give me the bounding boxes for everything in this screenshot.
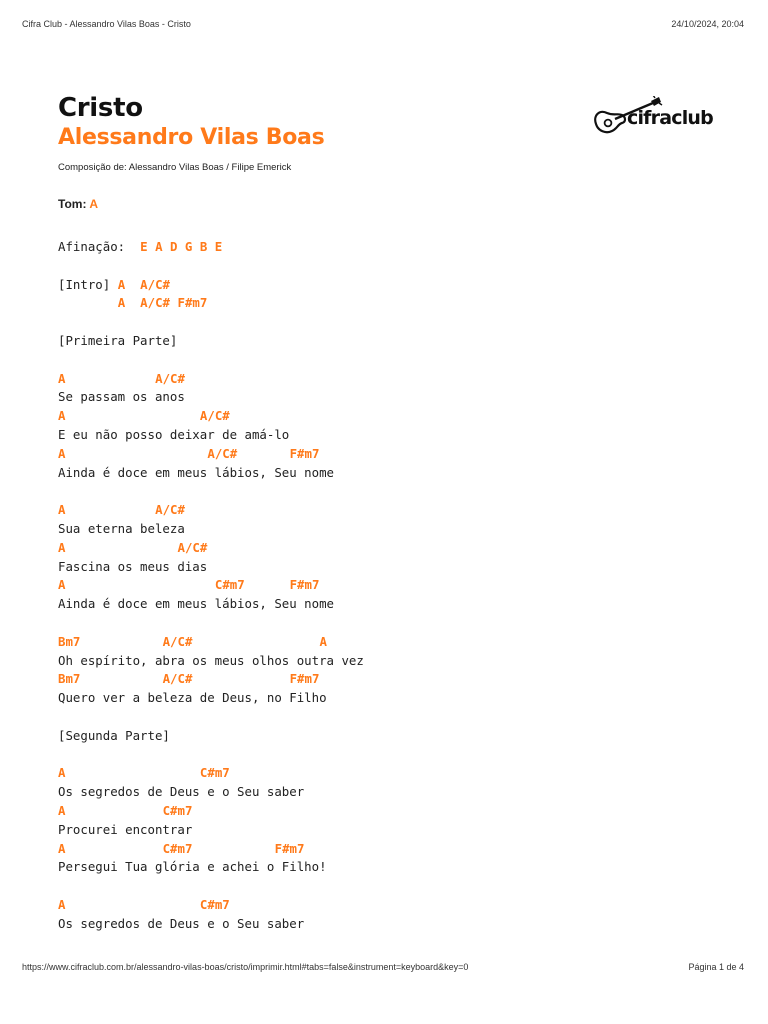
chord[interactable]: A/C# xyxy=(162,671,193,687)
lyric-line: Os segredos de Deus e o Seu saber xyxy=(58,784,305,800)
chord-line xyxy=(58,539,738,558)
chord[interactable]: A xyxy=(117,276,126,292)
chord[interactable]: C#m7 xyxy=(199,765,230,781)
chord[interactable]: A xyxy=(58,802,66,818)
chord[interactable]: C#m7 xyxy=(162,840,193,856)
chord-line xyxy=(58,276,738,295)
print-footer-url: https://www.cifraclub.com.br/alessandro-vilas-boas/cristo/imprimir.html#tabs=false&instrument=keyboard&key=0 xyxy=(22,962,469,972)
composition-credits: Composição de: Alessandro Vilas Boas / Filipe Emerick xyxy=(58,162,292,173)
chord[interactable]: C#m7 xyxy=(214,577,245,593)
print-header-datetime: 24/10/2024, 20:04 xyxy=(671,19,744,29)
chord[interactable]: A/C# xyxy=(162,633,193,649)
chord-line xyxy=(58,294,738,313)
song-key-value[interactable]: A xyxy=(89,197,98,211)
song-key xyxy=(58,197,98,211)
blank-line xyxy=(58,482,738,501)
blank-line xyxy=(58,351,738,370)
chord-line xyxy=(58,670,738,689)
chord[interactable]: F#m7 xyxy=(177,295,208,311)
cifraclub-logo[interactable] xyxy=(593,96,713,142)
chord[interactable]: A/C# xyxy=(140,295,170,311)
lyric-line: Persegui Tua glória e achei o Filho! xyxy=(58,859,327,875)
lyric-line: Se passam os anos xyxy=(58,389,185,405)
chord[interactable]: A xyxy=(58,539,66,555)
print-footer-page: Página 1 de 4 xyxy=(688,962,744,972)
chord[interactable]: A/C# xyxy=(199,408,230,424)
chord[interactable]: Bm7 xyxy=(58,633,81,649)
blank-line xyxy=(58,746,738,765)
lyric-line: Oh espírito, abra os meus olhos outra vez xyxy=(58,652,364,668)
chord[interactable]: A xyxy=(58,840,66,856)
chord-line xyxy=(58,445,738,464)
tuning-notes[interactable]: E A D G B E xyxy=(140,239,223,254)
chord[interactable]: F#m7 xyxy=(274,840,305,856)
chord[interactable]: A/C# xyxy=(155,370,185,386)
print-footer xyxy=(22,962,744,972)
chord-line xyxy=(58,840,738,859)
lyric-line: Ainda é doce em meus lábios, Seu nome xyxy=(58,464,335,480)
lyric-line: Quero ver a beleza de Deus, no Filho xyxy=(58,690,327,706)
print-header-title: Cifra Club - Alessandro Vilas Boas - Cristo xyxy=(22,19,191,29)
lyric-line: Sua eterna beleza xyxy=(58,520,185,536)
chord[interactable]: C#m7 xyxy=(162,802,193,818)
chord-line xyxy=(58,501,738,520)
chord[interactable]: A xyxy=(319,633,327,649)
chord[interactable]: F#m7 xyxy=(289,671,320,687)
song-key-label: Tom: xyxy=(58,197,87,211)
blank-line xyxy=(58,257,738,276)
lyric-line: Procurei encontrar xyxy=(58,821,193,837)
tuning-label: Afinação: xyxy=(58,239,126,254)
chord[interactable]: A/C# xyxy=(155,502,185,518)
chord[interactable]: A/C# xyxy=(140,276,170,292)
blank-line xyxy=(58,708,738,727)
lyric-line: [Primeira Parte] xyxy=(58,332,178,348)
chord[interactable]: F#m7 xyxy=(289,445,320,461)
chord-line xyxy=(58,633,738,652)
chord-sheet xyxy=(58,238,738,933)
artist-name[interactable]: Alessandro Vilas Boas xyxy=(58,125,325,150)
chord[interactable]: A xyxy=(58,896,66,912)
chord[interactable]: F#m7 xyxy=(289,577,320,593)
lyric-line: Fascina os meus dias xyxy=(58,558,208,574)
chord-line xyxy=(58,576,738,595)
chord[interactable]: Bm7 xyxy=(58,671,81,687)
chord[interactable]: A xyxy=(58,408,66,424)
tuning-line xyxy=(58,238,738,257)
song-title: Cristo xyxy=(58,93,143,123)
blank-line xyxy=(58,313,738,332)
blank-line xyxy=(58,614,738,633)
lyric-line: E eu não posso deixar de amá-lo xyxy=(58,426,290,442)
chord[interactable]: A/C# xyxy=(177,539,208,555)
chord[interactable]: A xyxy=(58,370,66,386)
chord[interactable]: A xyxy=(117,295,126,311)
chord[interactable]: A xyxy=(58,577,66,593)
lyric-line: Ainda é doce em meus lábios, Seu nome xyxy=(58,596,335,612)
chord-line xyxy=(58,896,738,915)
print-header xyxy=(22,19,744,29)
chord-line xyxy=(58,764,738,783)
logo-text: cifraclub xyxy=(627,107,713,129)
chord[interactable]: A/C# xyxy=(207,445,238,461)
chord[interactable]: A xyxy=(58,502,66,518)
blank-line xyxy=(58,877,738,896)
chord-line xyxy=(58,407,738,426)
chord-line xyxy=(58,370,738,389)
lyric-line: Os segredos de Deus e o Seu saber xyxy=(58,915,305,931)
chord-line xyxy=(58,802,738,821)
lyric-line: [Segunda Parte] xyxy=(58,727,170,743)
section-label: [Intro] xyxy=(58,276,111,292)
chord[interactable]: A xyxy=(58,445,66,461)
chord[interactable]: A xyxy=(58,765,66,781)
chord[interactable]: C#m7 xyxy=(199,896,230,912)
